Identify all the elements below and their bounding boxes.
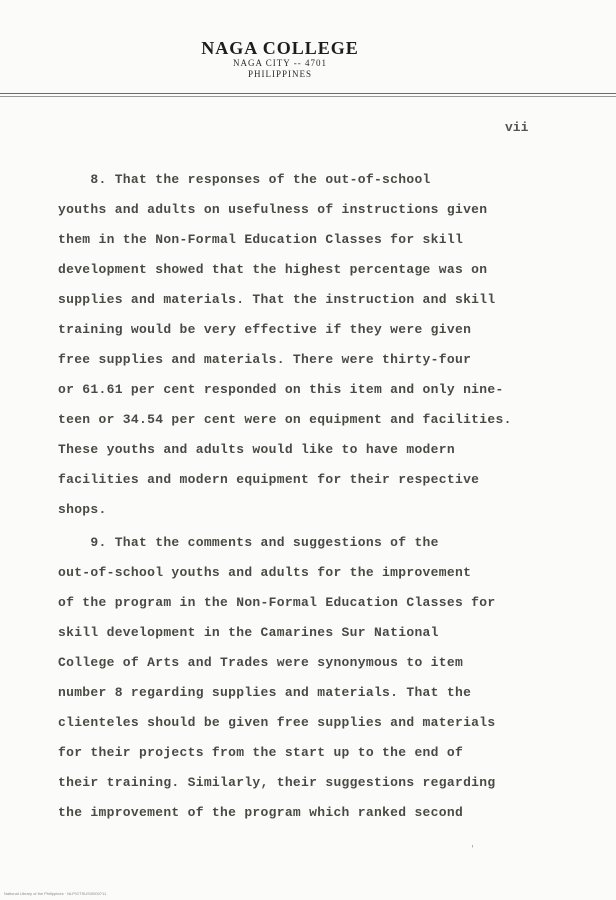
text-line: 9. That the comments and suggestions of the: [58, 535, 439, 550]
text-line: youths and adults on usefulness of instructions given: [58, 202, 488, 217]
text-line: College of Arts and Trades were synonymous to item: [58, 655, 464, 670]
text-line: skill development in the Camarines Sur National: [58, 625, 439, 640]
text-line: clienteles should be given free supplies and materials: [58, 715, 496, 730]
letterhead-country: PHILIPPINES: [247, 69, 312, 79]
text-line: them in the Non-Formal Education Classes for skill: [58, 232, 464, 247]
text-line: shops.: [58, 502, 107, 517]
text-line: training would be very effective if they were given: [58, 322, 472, 337]
text-line: facilities and modern equipment for their respective: [58, 472, 480, 487]
text-line: teen or 34.54 per cent were on equipment and facilities.: [58, 412, 512, 427]
text-line: out-of-school youths and adults for the improvement: [58, 565, 472, 580]
letterhead: [0, 38, 560, 80]
text-line: for their projects from the start up to the end of: [58, 745, 464, 760]
text-line: their training. Similarly, their suggestions regarding: [58, 775, 496, 790]
text-line: the improvement of the program which ranked second: [58, 805, 464, 820]
text-line: free supplies and materials. There were thirty-four: [58, 352, 472, 367]
header-rule: [0, 93, 616, 94]
text-line: or 61.61 per cent responded on this item and only nine-: [58, 382, 504, 397]
text-line: development showed that the highest percentage was on: [58, 262, 488, 277]
text-line: supplies and materials. That the instruction and skill: [58, 292, 496, 307]
text-line: These youths and adults would like to have modern: [58, 442, 455, 457]
stray-mark: ': [470, 845, 475, 854]
text-line: number 8 regarding supplies and materials. That the: [58, 685, 472, 700]
header-rule-2: [0, 96, 616, 97]
text-line: 8. That the responses of the out-of-school: [58, 172, 431, 187]
letterhead-title: NAGA COLLEGE: [201, 38, 359, 58]
archive-footer: National Library of the Philippines · NLP/GTSUS/0000711: [4, 891, 107, 896]
page-number: vii: [505, 120, 529, 135]
text-line: of the program in the Non-Formal Education Classes for: [58, 595, 496, 610]
letterhead-city: NAGA CITY -- 4701: [233, 58, 327, 68]
